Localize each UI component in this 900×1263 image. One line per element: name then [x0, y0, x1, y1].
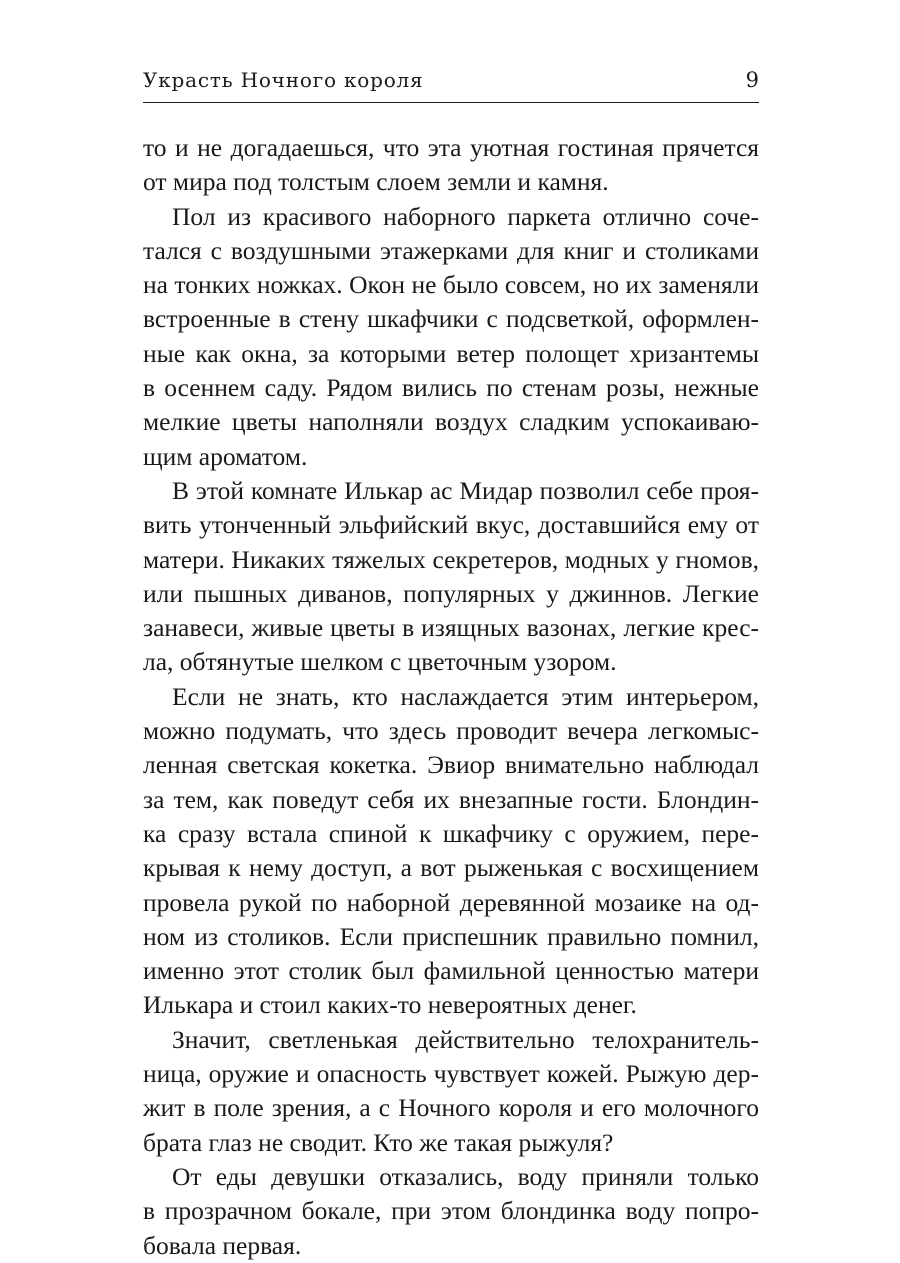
text-line: Илькара и стоил каких-то невероятных денег. — [143, 990, 637, 1020]
book-page — [143, 0, 759, 1260]
text-line: Пол из красивого наборного паркета отлично соче- — [172, 201, 759, 231]
text-line: матери. Никаких тяжелых секретеров, модных у гномов, — [143, 544, 759, 574]
text-line: или пышных диванов, популярных у джиннов. Легкие — [143, 578, 759, 608]
text-line: именно этот столик был фамильной ценностью матери — [143, 956, 759, 986]
text-line: вить утонченный эльфийский вкус, доставшийся ему от — [143, 510, 759, 540]
paragraph-2 — [143, 200, 759, 474]
text-line: можно подумать, что здесь проводит вечера легкомыс- — [143, 716, 759, 746]
text-line: встроенные в стену шкафчики с подсветкой, оформлен- — [143, 304, 759, 334]
text-line: занавеси, живые цветы в изящных вазонах, легкие крес- — [143, 613, 759, 643]
text-line: В этой комнате Илькар ас Мидар позволил себе проя- — [172, 475, 759, 505]
text-line: на тонких ножках. Окон не было совсем, но их заменяли — [143, 270, 759, 300]
text-line: провела рукой по наборной деревянной мозаике на од- — [143, 887, 759, 917]
text-line: от мира под толстым слоем земли и камня. — [143, 167, 609, 197]
text-line: ница, оружие и опасность чувствует кожей. Рыжую дер- — [143, 1059, 759, 1089]
text-line: мелкие цветы наполняли воздух сладким успокаиваю- — [143, 407, 759, 437]
text-line: ленная светская кокетка. Эвиор внимательно наблюдал — [143, 750, 759, 780]
text-line: Значит, светленькая действительно телохранитель- — [172, 1024, 759, 1054]
text-line: ка сразу встала спиной к шкафчику с оружием, пере- — [143, 818, 759, 848]
text-line: щим ароматом. — [143, 441, 308, 471]
paragraph-3 — [143, 474, 759, 680]
text-line: в прозрачном бокале, при этом блондинка воду попро- — [143, 1196, 759, 1226]
text-line: Если не знать, кто наслаждается этим интерьером, — [172, 681, 759, 711]
running-header — [143, 62, 759, 103]
page-number: 9 — [745, 68, 759, 92]
paragraph-1 — [143, 131, 759, 200]
text-line: за тем, как поведут себя их внезапные гости. Блондин- — [143, 784, 759, 814]
text-line: тался с воздушными этажерками для книг и столиками — [143, 235, 759, 265]
book-title: Украсть Ночного короля — [143, 68, 424, 92]
text-line: ном из столиков. Если приспешник правильно помнил, — [143, 921, 759, 951]
text-line: в осеннем саду. Рядом вились по стенам розы, нежные — [143, 373, 759, 403]
text-line: бовала первая. — [143, 1230, 302, 1260]
text-line: крывая к нему доступ, а вот рыженькая с восхищением — [143, 853, 759, 883]
body-text — [143, 131, 759, 1263]
text-line: ные как окна, за которыми ветер полощет хризантемы — [143, 338, 759, 368]
paragraph-5 — [143, 1023, 759, 1160]
text-line: От еды девушки отказались, воду приняли только — [172, 1161, 759, 1191]
text-line: ла, обтянутые шелком с цветочным узором. — [143, 647, 617, 677]
text-line: то и не догадаешься, что эта уютная гостиная прячется — [143, 133, 759, 162]
text-line: жит в поле зрения, а с Ночного короля и его молочного — [143, 1093, 759, 1123]
paragraph-4 — [143, 680, 759, 1023]
text-line: брата глаз не сводит. Кто же такая рыжуля? — [143, 1127, 614, 1157]
paragraph-6 — [143, 1160, 759, 1263]
